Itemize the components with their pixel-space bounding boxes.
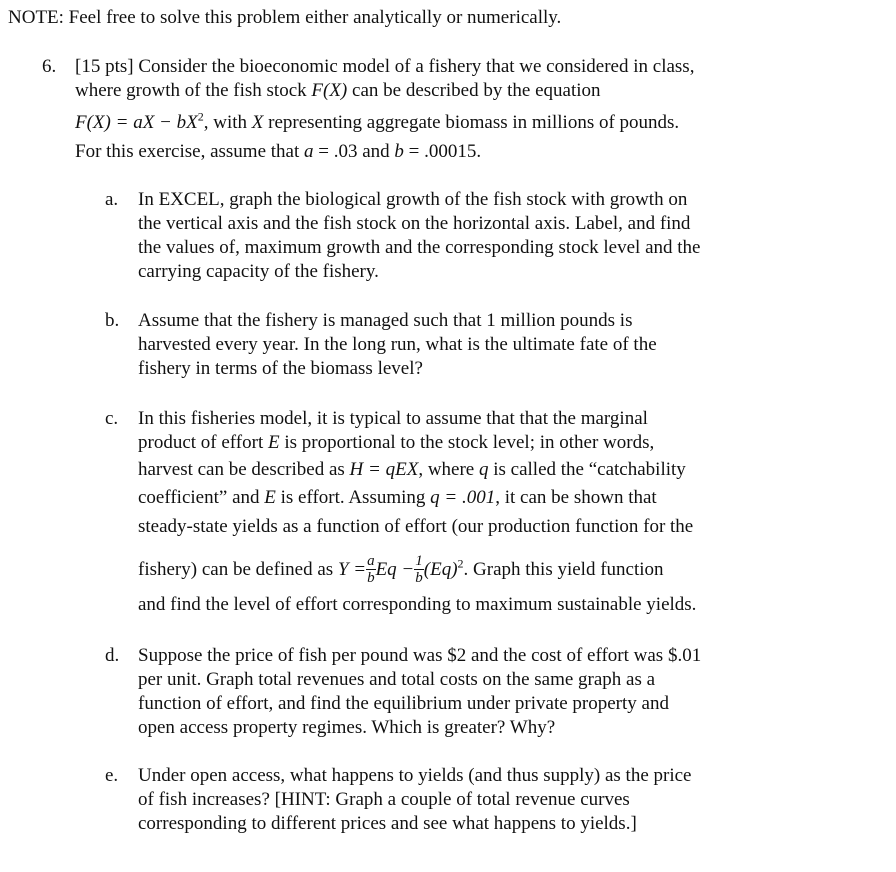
fraction-1-over-b: $\frac{1}{b}$ — [415, 553, 423, 587]
problem-line-3: F(X) = aX − $bX^2$, with X representing aggregate biomass in millions of pounds. — [75, 109, 680, 133]
part-c-line: coefficient” and E is effort. Assuming q = .001, it can be shown that — [138, 487, 657, 508]
part-b-line: harvested every year. In the long run, what is the ultimate fate of the — [138, 334, 657, 355]
fraction-a-over-b: $\frac{a}{b}$ — [367, 553, 375, 587]
part-e-text — [138, 764, 878, 836]
part-b-text — [138, 309, 878, 381]
part-e-line: of fish increases? [HINT: Graph a couple of total revenue curves — [138, 789, 630, 810]
part-a-line: In EXCEL, graph the biological growth of the fish stock with growth on — [138, 189, 688, 210]
growth-equation: F(X) = aX − bX — [75, 112, 198, 133]
problem-number: 6. — [42, 56, 57, 77]
part-d-line: function of effort, and find the equilibrium under private property and — [138, 693, 669, 714]
part-d-line: Suppose the price of fish per pound was $2 and the cost of effort was $.01 — [138, 645, 702, 666]
part-e-line: Under open access, what happens to yields (and thus supply) as the price — [138, 765, 692, 786]
part-e-line: corresponding to different prices and see what happens to yields.] — [138, 813, 637, 834]
part-a-line: the values of, maximum growth and the corresponding stock level and the — [138, 237, 701, 258]
part-b-line: Assume that the fishery is managed such that 1 million pounds is — [138, 310, 633, 331]
part-a-text — [138, 188, 878, 284]
part-a-label: a. — [105, 189, 119, 210]
part-d-label: d. — [105, 645, 120, 666]
part-d-text — [138, 644, 878, 740]
part-b-line: fishery in terms of the biomass level? — [138, 358, 423, 379]
part-c-line: steady-state yields as a function of effort (our production function for the — [138, 516, 694, 537]
part-c-yield-line: fishery) can be defined as Y = $\frac{a}{b}$ Eq − $\frac{1}{b}$ $(Eq)^2$. Graph this yield function — [138, 553, 664, 587]
growth-function: F(X) — [311, 80, 348, 101]
part-c-text — [138, 407, 878, 617]
problem-line-2: where growth of the fish stock F(X) can be described by the equation — [75, 80, 601, 101]
part-a-line: the vertical axis and the fish stock on the horizontal axis. Label, and find — [138, 213, 691, 234]
part-c-line: harvest can be described as H = qEX, where q is called the “catchability — [138, 459, 686, 480]
part-a-line: carrying capacity of the fishery. — [138, 261, 379, 282]
harvest-equation: H = qEX — [349, 459, 419, 480]
part-c-line: and find the level of effort corresponding to maximum sustainable yields. — [138, 594, 697, 615]
part-c-line: In this fisheries model, it is typical to assume that that the marginal — [138, 408, 648, 429]
problem-line-1: [15 pts] Consider the bioeconomic model of a fishery that we considered in class, — [75, 56, 695, 77]
problem-statement — [75, 55, 875, 164]
note-text: NOTE: Feel free to solve this problem either analytically or numerically. — [8, 7, 562, 28]
part-c-line: product of effort E is proportional to the stock level; in other words, — [138, 432, 655, 453]
part-b-label: b. — [105, 310, 120, 331]
part-d-line: open access property regimes. Which is greater? Why? — [138, 717, 556, 738]
yield-equation: Y = $\frac{a}{b}$ Eq − $\frac{1}{b}$ $(Eq)^2$ — [337, 553, 464, 587]
problem-line-4: For this exercise, assume that a = .03 and b = .00015. — [75, 141, 482, 162]
part-d-line: per unit. Graph total revenues and total costs on the same graph as a — [138, 669, 656, 690]
part-c-label: c. — [105, 408, 119, 429]
part-e-label: e. — [105, 765, 119, 786]
